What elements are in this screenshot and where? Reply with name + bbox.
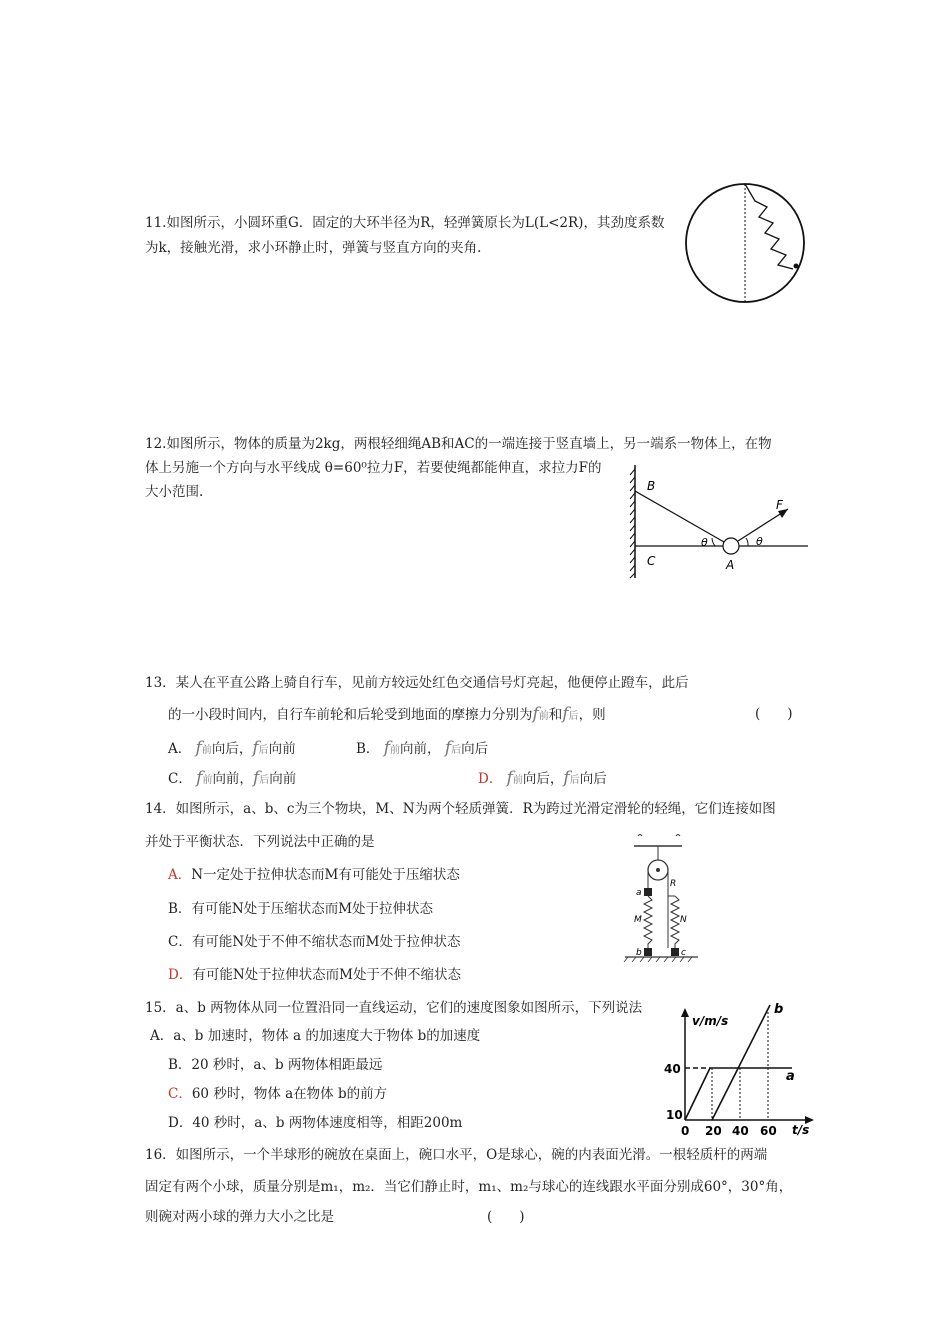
- q11-ring-figure: [683, 181, 807, 305]
- q14-option-a: A．N一定处于拉伸状态而M有可能处于压缩状态: [168, 867, 460, 883]
- q15-option-c: C．60 秒时，物体 a在物体 b的前方: [168, 1086, 388, 1102]
- q12-label-c: C: [647, 554, 656, 568]
- q14-option-d: D．有可能N处于拉伸状态而M处于不伸不缩状态: [168, 967, 461, 983]
- q13-option-c: C． f前向前，f后向前: [168, 768, 297, 788]
- q14-line2: 并处于平衡状态．下列说法中正确的是: [145, 834, 375, 850]
- q15-label-a: a: [786, 1069, 795, 1084]
- q15-option-a: A．a、b 加速时，物体 a 的加速度大于物体 b的加速度: [150, 1028, 481, 1044]
- q12-rope-figure: [628, 465, 813, 580]
- q11-line1: 11.如图所示，小圆环重G．固定的大环半径为R，轻弹簧原长为L(L<2R)，其劲度系数: [145, 215, 665, 231]
- q15-xtick-20: 20: [705, 1124, 722, 1138]
- q16-line3: 则碗对两小球的弹力大小之比是: [145, 1209, 334, 1225]
- q15-option-b: B．20 秒时，a、b 两物体相距最远: [168, 1057, 383, 1073]
- q14-spring-figure: [620, 830, 700, 965]
- q15-xtick-60: 60: [760, 1124, 777, 1138]
- q14-label-r: R: [670, 879, 677, 889]
- q13-line2: 的一小段时间内，自行车前轮和后轮受到地面的摩擦力分别为f前和f后，则: [168, 704, 606, 724]
- q14-label-b: b: [636, 948, 642, 958]
- q12-theta-right: θ: [756, 535, 763, 548]
- q15-ytick-40: 40: [664, 1062, 681, 1076]
- q14-line1: 14．如图所示，a、b、c为三个物块，M、N为两个轻质弹簧．R为跨过光滑定滑轮的轻绳，它们连接如图: [145, 801, 776, 817]
- q15-option-d: D．40 秒时，a、b 两物体速度相等，相距200m: [168, 1115, 463, 1131]
- q15-ytick-10: 10: [666, 1108, 683, 1122]
- q14-option-c: C．有可能N处于不伸不缩状态而M处于拉伸状态: [168, 934, 461, 950]
- q15-xtick-40: 40: [732, 1124, 749, 1138]
- q15-label-b: b: [774, 1002, 784, 1017]
- q15-xlabel: t/s: [792, 1123, 810, 1137]
- q14-label-a: a: [636, 888, 642, 898]
- q16-answer-paren: ( ): [487, 1209, 525, 1225]
- q15-xtick-0: 0: [681, 1124, 690, 1138]
- q13-option-a: A． f前向后，f后向前: [168, 738, 296, 758]
- q15-line1: 15．a、b 两物体从同一位置沿同一直线运动，它们的速度图象如图所示，下列说法: [145, 1000, 643, 1016]
- q15-vt-chart: [660, 1000, 820, 1145]
- q12-line1: 12.如图所示，物体的质量为2kg，两根轻细绳AB和AC的一端连接于竖直墙上，另一端系一物体上，在物: [145, 436, 772, 452]
- q13-option-b: B． f前向前， f后向后: [356, 738, 489, 758]
- q14-option-b: B．有可能N处于压缩状态而M处于拉伸状态: [168, 901, 434, 917]
- q16-line2: 固定有两个小球，质量分别是m₁，m₂．当它们静止时，m₁、m₂与球心的连线跟水平面分别成60°，30°角，: [145, 1179, 793, 1195]
- q15-ylabel: v/m/s: [692, 1014, 729, 1028]
- q14-label-c: c: [681, 948, 686, 958]
- q11-line2: 为k，接触光滑，求小环静止时，弹簧与竖直方向的夹角.: [145, 240, 482, 256]
- q12-label-f: F: [776, 498, 783, 512]
- q12-label-b: B: [647, 479, 656, 493]
- q16-line1: 16．如图所示，一个半球形的碗放在桌面上，碗口水平，O是球心，碗的内表面光滑。一根轻质杆的两端: [145, 1147, 768, 1163]
- q14-label-n: N: [680, 915, 687, 925]
- q14-label-m: M: [634, 915, 642, 925]
- q12-theta-left: θ: [701, 536, 708, 549]
- q13-line1: 13．某人在平直公路上骑自行车，见前方较远处红色交通信号灯亮起，他便停止蹬车，此后: [145, 675, 689, 691]
- q12-line3: 大小范围.: [145, 484, 204, 500]
- q13-option-d: D． f前向后，f后向后: [478, 768, 607, 788]
- q12-line2: 体上另施一个方向与水平线成 θ=60⁰拉力F，若要使绳都能伸直，求拉力F的: [145, 460, 602, 476]
- q12-label-a: A: [726, 558, 735, 572]
- q13-answer-paren: ( ): [755, 706, 793, 722]
